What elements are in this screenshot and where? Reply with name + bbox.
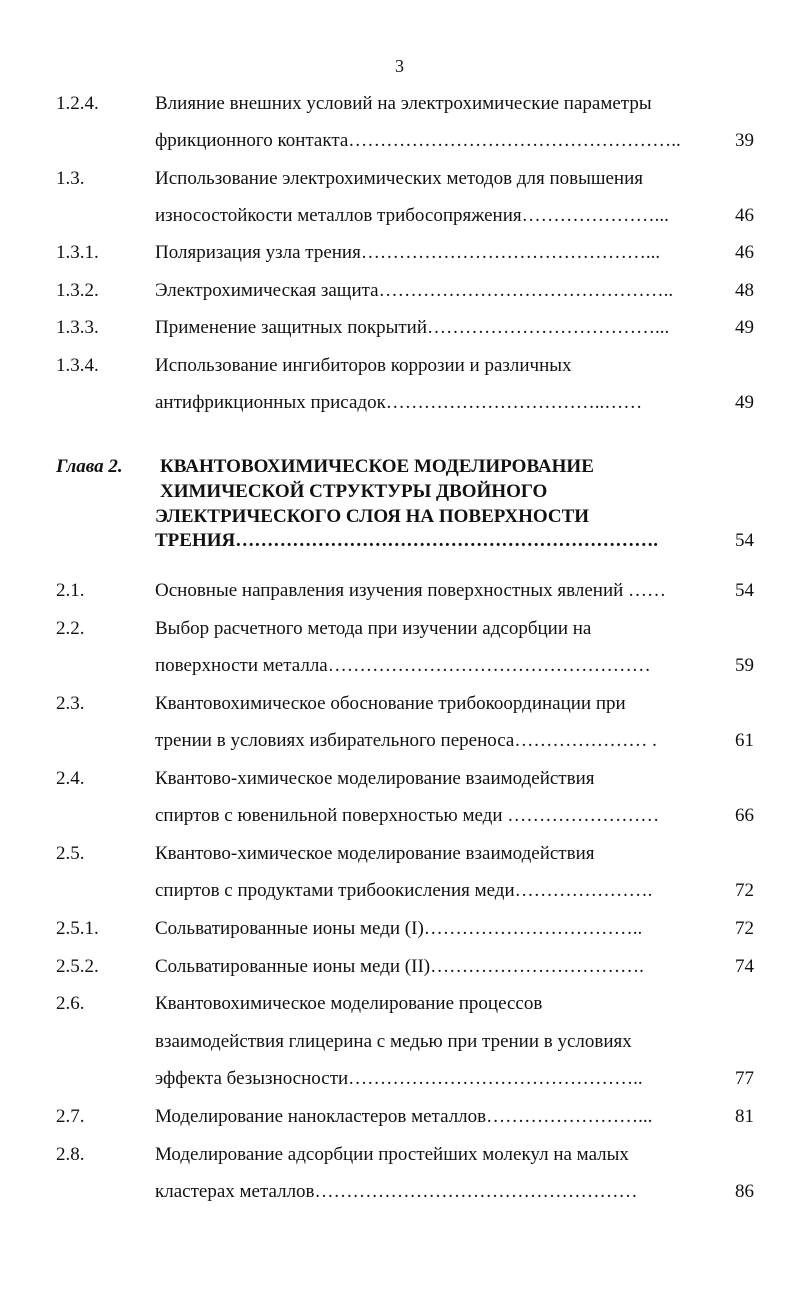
entry-title-line: Сольватированные ионы меди (I)…………………………….. <box>155 918 643 939</box>
entry-number: 2.2. <box>56 618 85 639</box>
entry-page: 49 <box>735 317 754 338</box>
entry-title-line: Выбор расчетного метода при изучении адсорбции на <box>155 618 592 639</box>
entry-page: 48 <box>735 280 754 301</box>
entry-number: 2.5. <box>56 843 85 864</box>
entry-title-line: Квантово-химическое моделирование взаимодействия <box>155 768 595 789</box>
entry-page: 74 <box>735 956 754 977</box>
entry-number: 1.3.2. <box>56 280 99 301</box>
entry-title-line: спиртов с ювенильной поверхностью меди …………………… <box>155 805 660 826</box>
entry-title-line: эффекта безызносности……………………………………….. <box>155 1068 643 1089</box>
entry-title-line: Влияние внешних условий на электрохимические параметры <box>155 93 652 114</box>
chapter-title-line: ТРЕНИЯ…………………………………………………………. <box>155 530 658 551</box>
entry-title-line: Применение защитных покрытий………………………………... <box>155 317 670 338</box>
entry-title-line: Квантово-химическое моделирование взаимодействия <box>155 843 595 864</box>
entry-number: 2.8. <box>56 1144 85 1165</box>
entry-number: 1.2.4. <box>56 93 99 114</box>
chapter-title-line: ЭЛЕКТРИЧЕСКОГО СЛОЯ НА ПОВЕРХНОСТИ <box>155 506 590 527</box>
entry-title-line: Электрохимическая защита……………………………………….. <box>155 280 674 301</box>
entry-page: 59 <box>735 655 754 676</box>
entry-page: 81 <box>735 1106 754 1127</box>
entry-title-line: Основные направления изучения поверхностных явлений …… <box>155 580 667 601</box>
entry-title-line: взаимодействия глицерина с медью при трении в условиях <box>155 1031 632 1052</box>
entry-number: 2.7. <box>56 1106 85 1127</box>
entry-page: 72 <box>735 880 754 901</box>
entry-title-line: антифрикционных присадок……………………………..…… <box>155 392 643 413</box>
entry-title-line: Моделирование нанокластеров металлов……………………... <box>155 1106 653 1127</box>
page-number: 3 <box>395 56 404 76</box>
entry-title-line: износостойкости металлов трибосопряжения…………………... <box>155 205 669 226</box>
chapter-page: 54 <box>735 530 754 551</box>
entry-number: 2.6. <box>56 993 85 1014</box>
entry-number: 2.5.1. <box>56 918 99 939</box>
entry-title-line: Квантовохимическое обоснование трибокоординации при <box>155 693 626 714</box>
entry-title-line: фрикционного контакта…………………………………………….. <box>155 130 681 151</box>
entry-page: 66 <box>735 805 754 826</box>
entry-number: 1.3.1. <box>56 242 99 263</box>
chapter-title-line: ХИМИЧЕСКОЙ СТРУКТУРЫ ДВОЙНОГО <box>160 481 548 502</box>
entry-number: 2.5.2. <box>56 956 99 977</box>
entry-title-line: спиртов с продуктами трибоокисления меди…………………. <box>155 880 653 901</box>
entry-title-line: кластерах металлов…………………………………………… <box>155 1181 638 1202</box>
entry-title-line: Сольватированные ионы меди (II)……………………………. <box>155 956 644 977</box>
entry-page: 86 <box>735 1181 754 1202</box>
entry-title-line: Поляризация узла трения………………………………………... <box>155 242 661 263</box>
entry-title-line: Использование ингибиторов коррозии и различных <box>155 355 572 376</box>
entry-title-line: трении в условиях избирательного переноса………………… . <box>155 730 657 751</box>
entry-number: 1.3. <box>56 168 85 189</box>
entry-number: 2.4. <box>56 768 85 789</box>
entry-number: 1.3.4. <box>56 355 99 376</box>
entry-title-line: Использование электрохимических методов для повышения <box>155 168 643 189</box>
chapter-title-line: КВАНТОВОХИМИЧЕСКОЕ МОДЕЛИРОВАНИЕ <box>160 456 594 477</box>
entry-number: 2.1. <box>56 580 85 601</box>
entry-page: 39 <box>735 130 754 151</box>
entry-page: 54 <box>735 580 754 601</box>
entry-page: 72 <box>735 918 754 939</box>
entry-page: 46 <box>735 205 754 226</box>
entry-title-line: поверхности металла…………………………………………… <box>155 655 651 676</box>
entry-page: 61 <box>735 730 754 751</box>
entry-page: 46 <box>735 242 754 263</box>
entry-number: 1.3.3. <box>56 317 99 338</box>
entry-page: 77 <box>735 1068 754 1089</box>
chapter-label: Глава 2. <box>56 456 123 477</box>
entry-title-line: Квантовохимическое моделирование процессов <box>155 993 543 1014</box>
entry-title-line: Моделирование адсорбции простейших молекул на малых <box>155 1144 629 1165</box>
entry-page: 49 <box>735 392 754 413</box>
entry-number: 2.3. <box>56 693 85 714</box>
